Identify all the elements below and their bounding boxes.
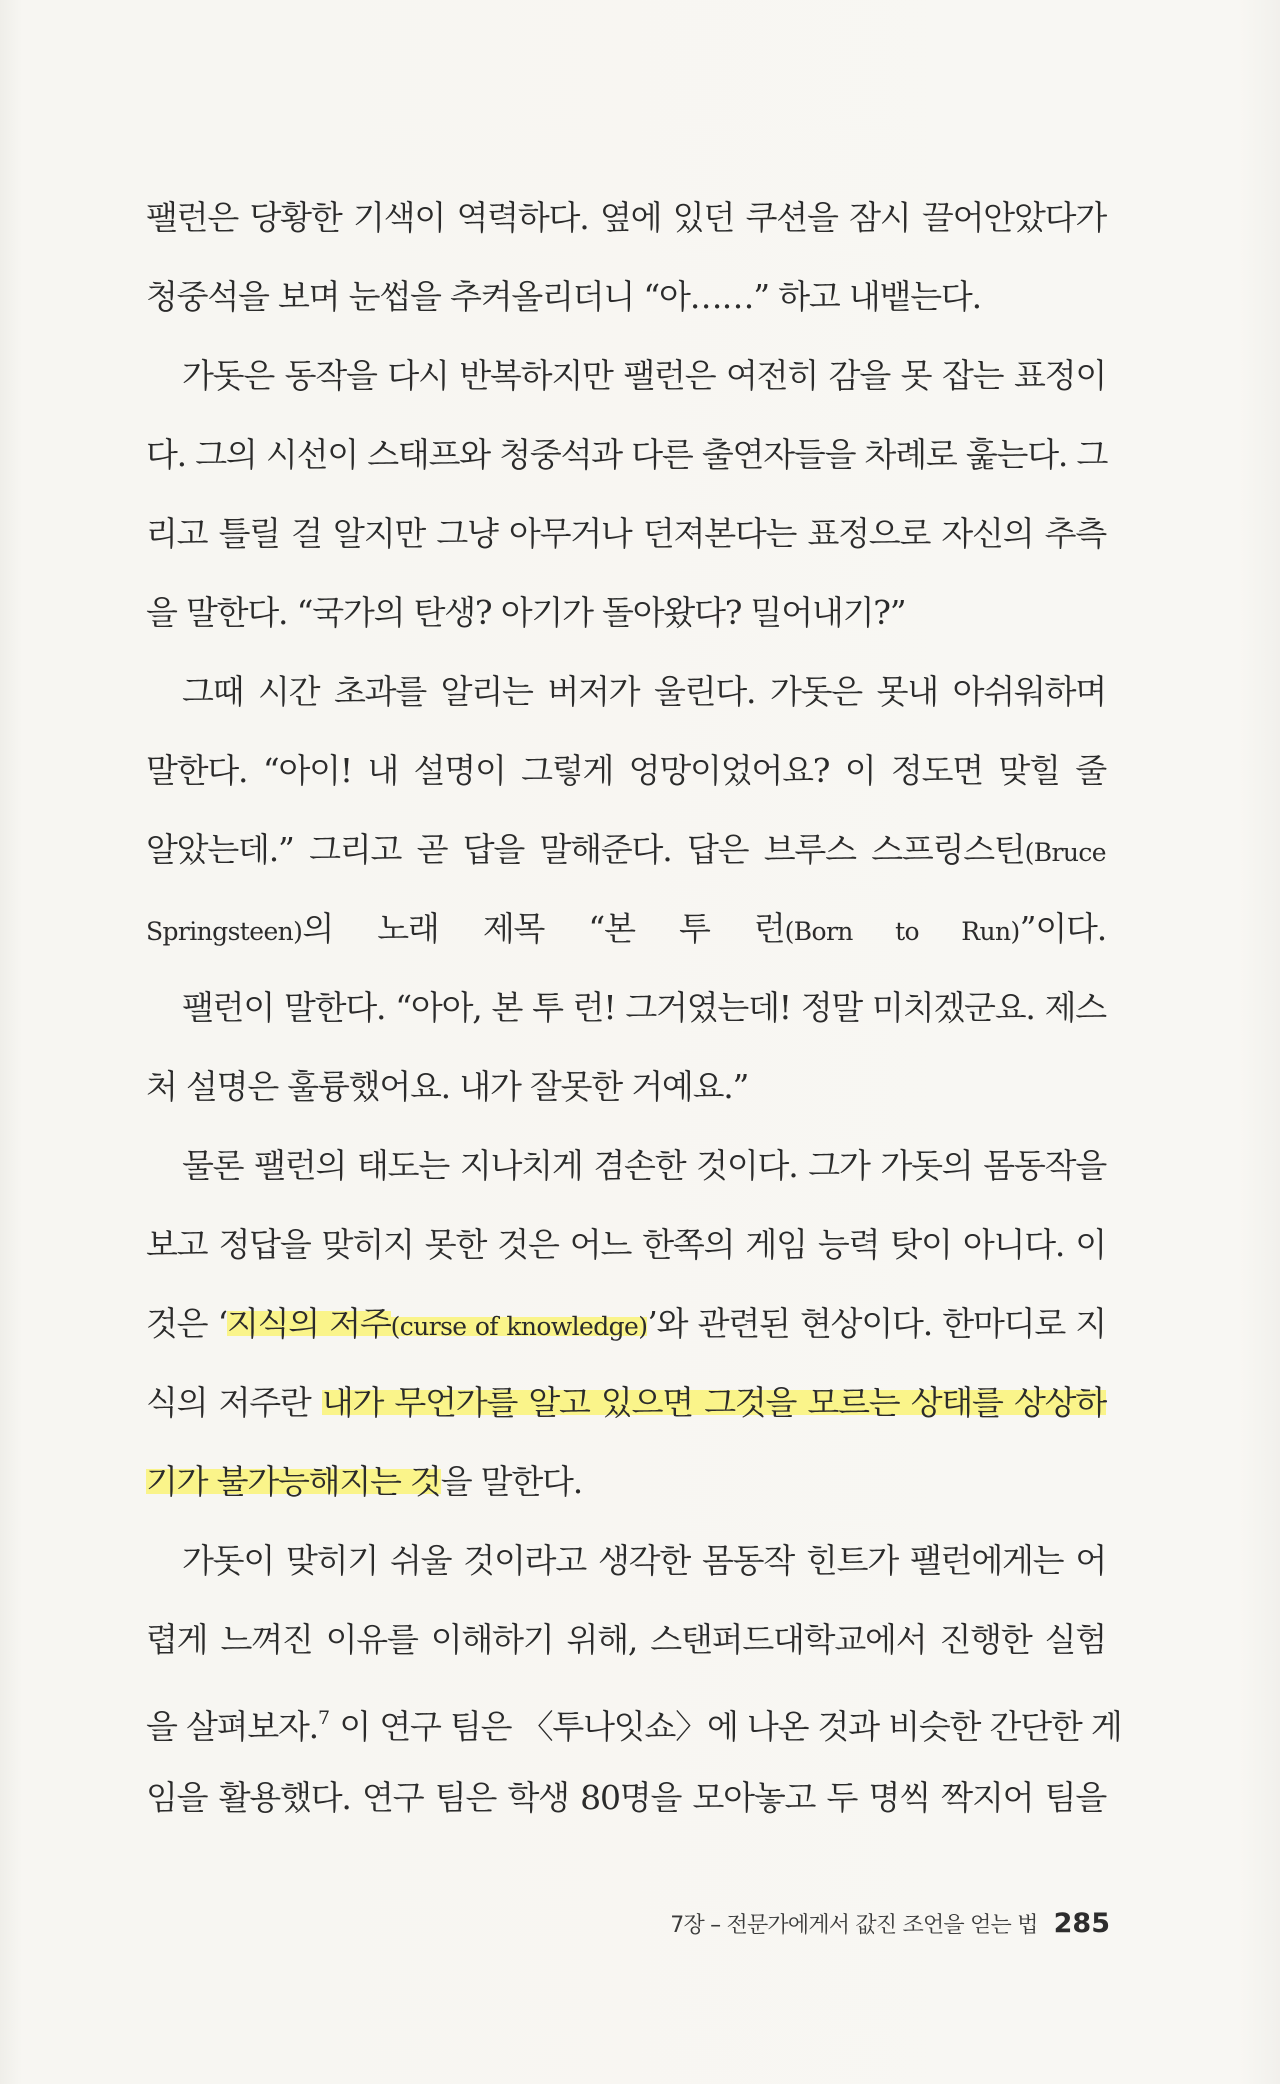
text-segment: Springsteen)	[146, 917, 303, 946]
text-segment: 다. 그의 시선이 스태프와 청중석과 다른 출연자들을 차례로 훑는다. 그	[146, 435, 1108, 474]
text-segment: 을 말한다. “국가의 탄생? 아기가 돌아왔다? 밀어내기?”	[146, 593, 906, 632]
text-line	[146, 1442, 1106, 1521]
page-footer	[670, 1908, 1110, 1948]
text-segment: ”이다.	[1019, 909, 1106, 948]
text-segment: (Bruce	[1024, 838, 1106, 867]
text-segment: ’와 관련된 현상이다. 한마디로 지	[647, 1304, 1106, 1343]
text-segment: 팰런은 당황한 기색이 역력하다. 옆에 있던 쿠션을 잠시 끌어안았다가	[146, 198, 1106, 237]
highlighted-text: 기가 불가능해지는 것	[146, 1462, 441, 1501]
text-line	[146, 336, 1106, 415]
text-segment: 리고 틀릴 걸 알지만 그냥 아무거나 던져본다는 표정으로 자신의 추측	[146, 514, 1106, 553]
text-line	[146, 1521, 1106, 1600]
text-segment: 의 노래 제목 “본 투 런	[302, 909, 785, 948]
text-segment: 임을 활용했다. 연구 팀은 학생 80명을 모아놓고 두 명씩 짝지어 팀을	[146, 1778, 1106, 1817]
text-segment: 것은 ‘	[146, 1304, 227, 1343]
text-line	[146, 494, 1106, 573]
text-segment: 을 말한다.	[440, 1462, 582, 1501]
text-line	[146, 889, 1106, 968]
text-line	[146, 1758, 1106, 1837]
text-segment: 이 연구 팀은 〈투나잇쇼〉에 나온 것과 비슷한 간단한 게	[330, 1707, 1122, 1746]
text-segment: 물론 팰런의 태도는 지나치게 겸손한 것이다. 그가 가돗의 몸동작을	[182, 1146, 1106, 1185]
text-line	[146, 1679, 1122, 1758]
text-line	[146, 1600, 1106, 1679]
text-segment: 팰런이 말한다. “아아, 본 투 런! 그거였는데! 정말 미치겠군요. 제스	[182, 988, 1106, 1027]
text-line	[146, 810, 1106, 889]
text-segment: 그때 시간 초과를 알리는 버저가 울린다. 가돗은 못내 아쉬워하며	[182, 672, 1106, 711]
text-segment: 렵게 느껴진 이유를 이해하기 위해, 스탠퍼드대학교에서 진행한 실험	[146, 1620, 1106, 1659]
text-segment: (Born to Run)	[784, 917, 1020, 946]
highlighted-text: (curse of knowledge)	[390, 1312, 648, 1341]
text-line	[146, 1047, 1106, 1126]
text-line	[146, 731, 1106, 810]
text-line	[146, 1205, 1106, 1284]
text-segment: 을 살펴보자.	[146, 1707, 318, 1746]
text-segment: 가돗은 동작을 다시 반복하지만 팰런은 여전히 감을 못 잡는 표정이	[182, 356, 1106, 395]
text-line	[146, 415, 1106, 494]
running-footer-chapter-title: 7장 – 전문가에게서 값진 조언을 얻는 법	[670, 1913, 1038, 1938]
text-line	[146, 573, 1106, 652]
text-line	[146, 1284, 1106, 1363]
text-line	[146, 257, 1106, 336]
text-segment: 식의 저주란	[146, 1383, 322, 1422]
body-text	[146, 178, 1122, 1837]
text-segment: 가돗이 맞히기 쉬울 것이라고 생각한 몸동작 힌트가 팰런에게는 어	[182, 1541, 1106, 1580]
highlighted-text: 지식의 저주	[226, 1304, 391, 1343]
text-line	[146, 1363, 1106, 1442]
text-segment: 처 설명은 훌륭했어요. 내가 잘못한 거예요.”	[146, 1067, 749, 1106]
text-line	[146, 178, 1106, 257]
text-segment: 알았는데.” 그리고 곧 답을 말해준다. 답은 브루스 스프링스틴	[146, 830, 1025, 869]
text-line	[146, 968, 1106, 1047]
text-segment: 보고 정답을 맞히지 못한 것은 어느 한쪽의 게임 능력 탓이 아니다. 이	[146, 1225, 1106, 1264]
footnote-marker: 7	[317, 1707, 331, 1729]
text-segment: 청중석을 보며 눈썹을 추켜올리더니 “아……” 하고 내뱉는다.	[146, 277, 981, 316]
text-line	[146, 1126, 1106, 1205]
text-line	[146, 652, 1106, 731]
page-number: 285	[1053, 1908, 1110, 1939]
highlighted-text: 내가 무언가를 알고 있으면 그것을 모르는 상태를 상상하	[321, 1383, 1106, 1422]
text-segment: 말한다. “아이! 내 설명이 그렇게 엉망이었어요? 이 정도면 맞힐 줄	[146, 751, 1106, 790]
